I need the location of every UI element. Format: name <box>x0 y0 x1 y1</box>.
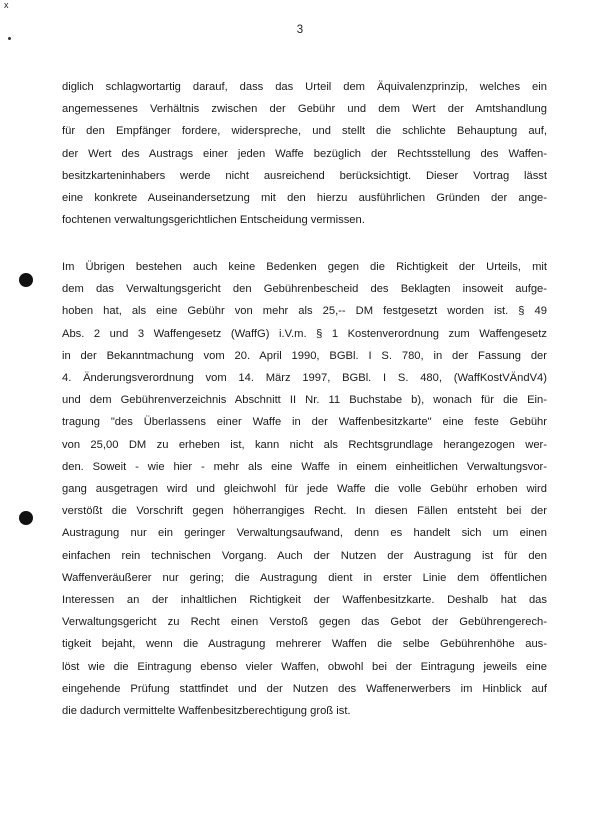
text-line: Im Übrigen bestehen auch keine Bedenken gegen die Richtigkeit der Urteils, mit <box>62 261 547 273</box>
text-line: Waffenveräußerer nur gering; die Austragung dient in erster Linie dem öffentlichen <box>62 571 547 584</box>
text-line: tigkeit bejaht, wenn die Austragung mehrerer Waffen die selbe Gebührenhöhe aus- <box>62 638 547 651</box>
text-line: eine konkrete Auseinandersetzung mit den hierzu ausführlichen Gründen der ange- <box>62 192 547 205</box>
page-number: 3 <box>296 24 304 36</box>
text-line: hoben hat, als eine Gebühr von mehr als 25,-- DM festgesetzt worden ist. § 49 <box>62 305 547 318</box>
text-line: Austragung nur ein geringer Verwaltungsaufwand, denn es handelt sich um einen <box>62 527 547 540</box>
text-line: der Wert des Austrags einer jeden Waffe bezüglich der Rechtsstellung des Waffen- <box>62 147 547 160</box>
text-line: diglich schlagwortartig darauf, dass das Urteil dem Äquivalenzprinzip, welches ein <box>62 81 547 93</box>
text-line: verstößt die Vorschrift gegen höherrangiges Recht. In diesen Fällen entsteht bei der <box>62 505 547 518</box>
scan-speck <box>8 37 11 40</box>
text-line: angemessenes Verhältnis zwischen der Gebühr und dem Wert der Amtshandlung <box>62 103 547 116</box>
text-line: dem das Verwaltungsgericht den Gebührenbescheid des Beklagten insoweit aufge- <box>62 283 547 296</box>
punch-hole-bottom <box>19 511 33 525</box>
text-line: Abs. 2 und 3 Waffengesetz (WaffG) i.V.m. § 1 Kostenverordnung zum Waffengesetz <box>62 327 547 340</box>
text-line: besitzkarteninhabers werde nicht ausreichend berücksichtigt. Dieser Vortrag lässt <box>62 169 547 182</box>
corner-mark: x <box>4 0 9 10</box>
text-line: fochtenen verwaltungsgerichtlichen Entscheidung vermissen. <box>62 214 365 227</box>
text-line: die dadurch vermittelte Waffenbesitzberechtigung groß ist. <box>62 705 351 718</box>
text-line: tragung "des Überlassens einer Waffe in der Waffenbesitzkarte" eine feste Gebühr <box>62 416 547 429</box>
text-line: gang ausgetragen wird und gleichwohl für jede Waffe die volle Gebühr erhoben wird <box>62 483 547 496</box>
text-line: den. Soweit - wie hier - mehr als eine Waffe in einem einheitlichen Verwaltungsvor- <box>62 460 547 473</box>
punch-hole-top <box>19 273 33 287</box>
text-line: Interessen an der inhaltlichen Richtigkeit der Waffenbesitzkarte. Deshalb hat das <box>62 594 547 607</box>
text-line: eingehende Prüfung stattfindet und der Nutzen des Waffenerwerbers im Hinblick auf <box>62 682 547 695</box>
text-line: für den Empfänger fordere, widerspreche, und stellt die schlichte Behauptung auf, <box>62 125 547 138</box>
text-line: von 25,00 DM zu erheben ist, kann nicht als Rechtsgrundlage herangezogen wer- <box>62 438 547 451</box>
text-line: in der Bekanntmachung vom 20. April 1990, BGBl. I S. 780, in der Fassung der <box>62 349 547 362</box>
paragraph-1 <box>62 76 547 231</box>
text-line: löst wie die Eintragung ebenso vieler Waffen, obwohl bei der Eintragung jeweils eine <box>62 660 547 673</box>
text-line: Verwaltungsgericht zu Recht einen Verstoß gegen das Gebot der Gebührengerech- <box>62 616 547 629</box>
text-line: einfachen rein technischen Vorgang. Auch der Nutzen der Austragung ist für den <box>62 549 547 562</box>
paragraph-2 <box>62 256 547 722</box>
text-line: 4. Änderungsverordnung vom 14. März 1997, BGBl. I S. 480, (WaffKostVÄndV4) <box>62 372 547 385</box>
text-line: und dem Gebührenverzeichnis Abschnitt II Nr. 11 Buchstabe b), wonach für die Ein- <box>62 394 547 407</box>
